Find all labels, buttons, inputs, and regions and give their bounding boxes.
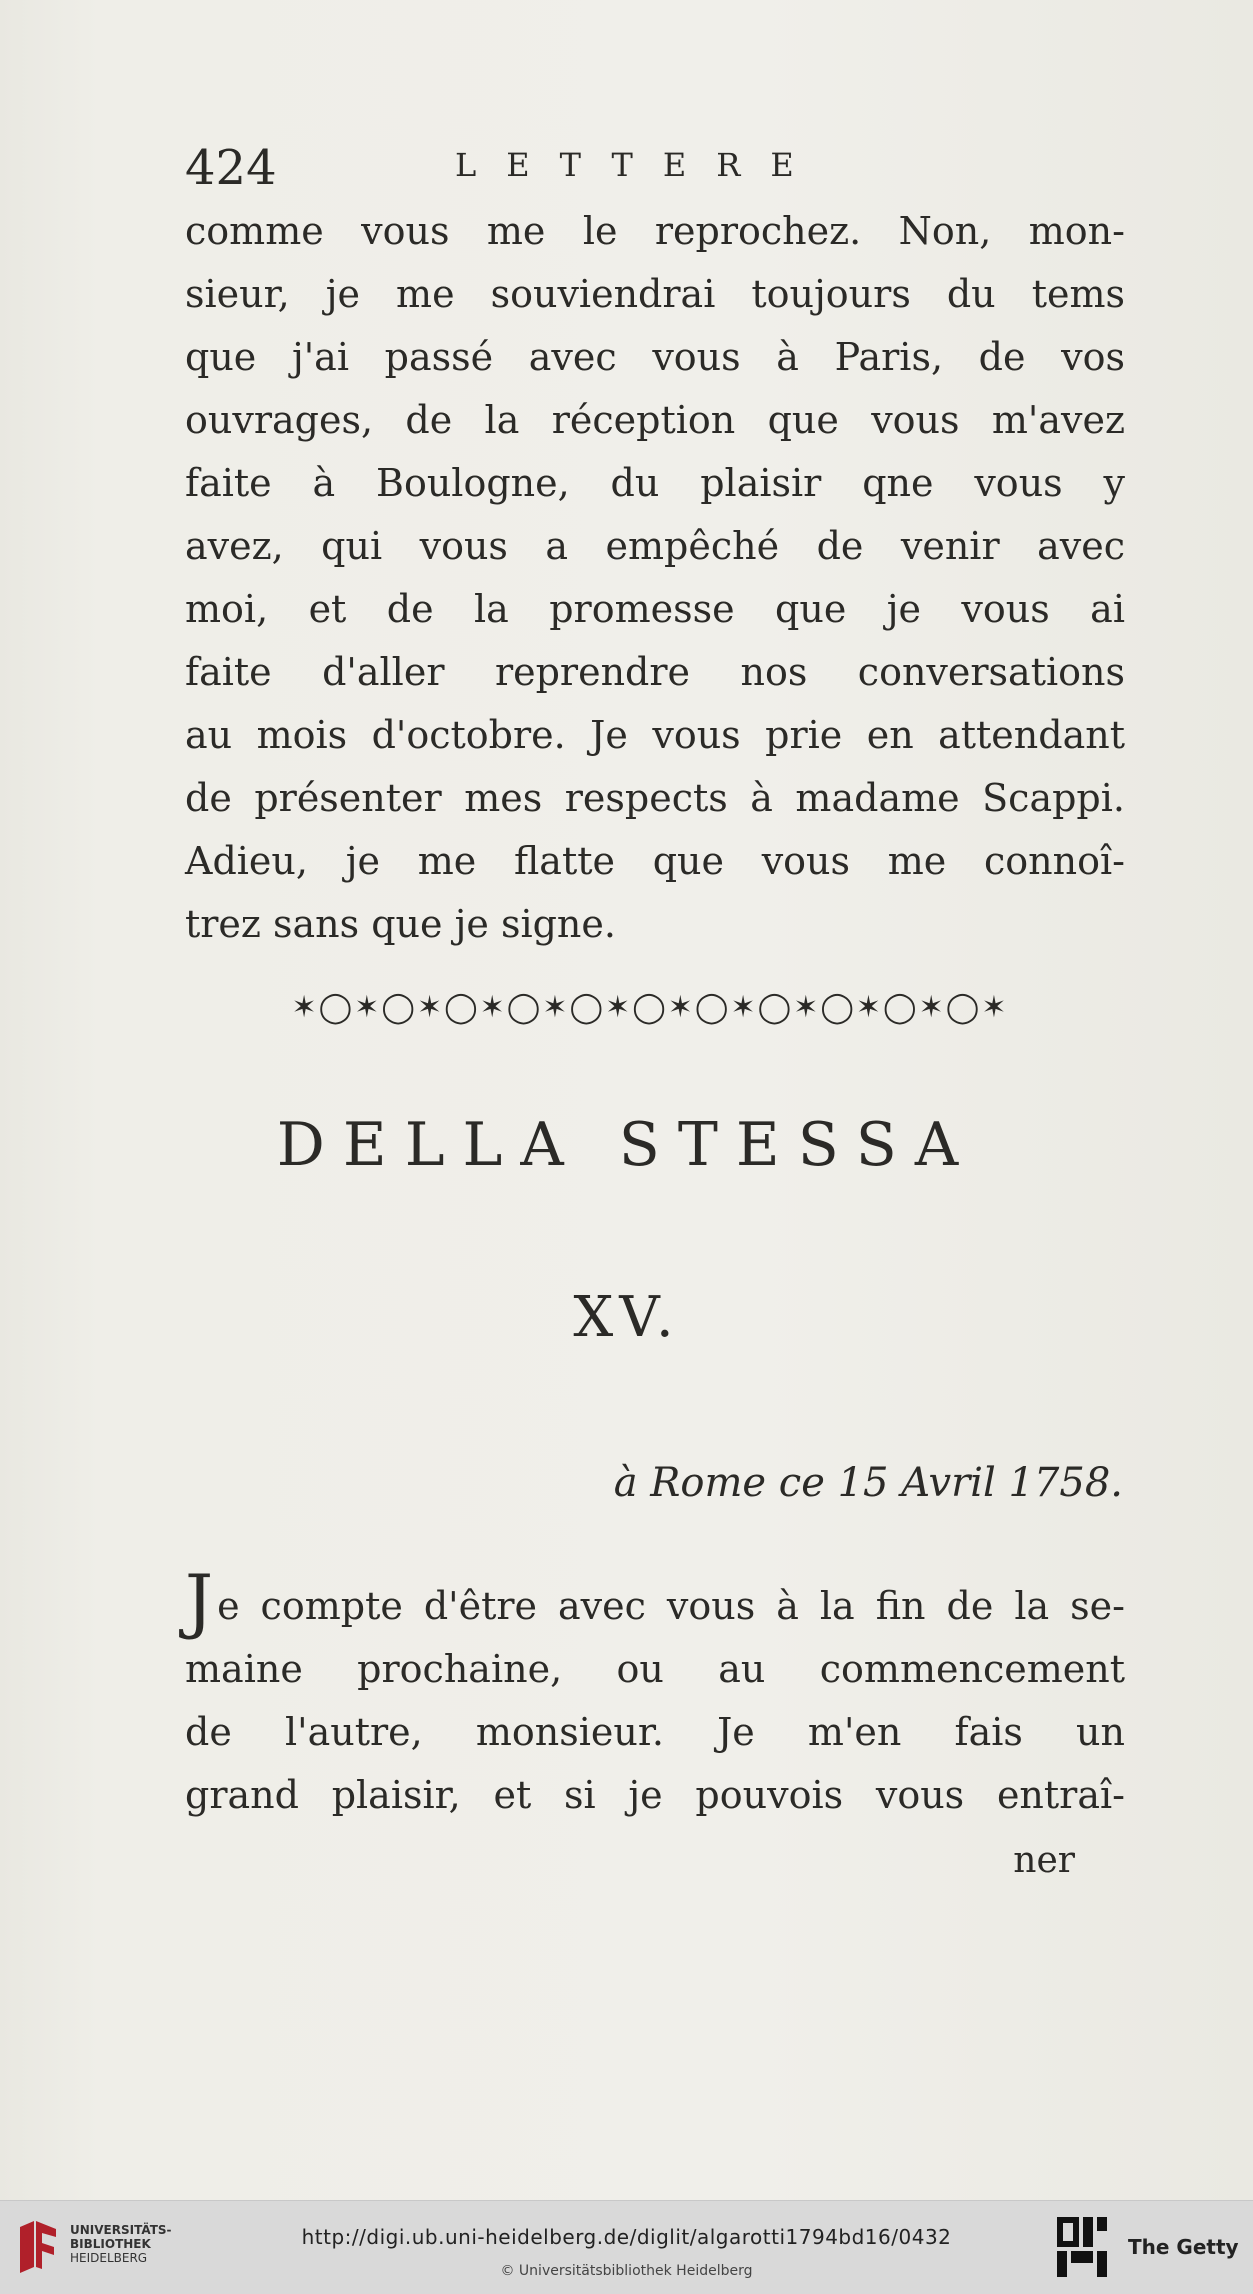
page-header: [185, 140, 1145, 196]
viewer-footer: [0, 2200, 1253, 2294]
catchword: ner: [1013, 1840, 1075, 1881]
text-line: sieur, je me souviendrai toujours du tems: [185, 272, 1125, 316]
text-line: comme vous me le reprochez. Non, mon-: [185, 209, 1125, 253]
institution-line: UNIVERSITÄTS-: [70, 2223, 172, 2237]
institution-line: BIBLIOTHEK: [70, 2237, 151, 2251]
drop-cap: J: [185, 1560, 214, 1642]
letter-body: [185, 1560, 1125, 1827]
permalink-url[interactable]: http://digi.ub.uni-heidelberg.de/diglit/algarotti1794bd16/0432: [301, 2225, 952, 2249]
previous-letter-text: [185, 200, 1125, 956]
ornamental-divider: ✶◯✶◯✶◯✶◯✶◯✶◯✶◯✶◯✶◯✶◯✶◯✶: [291, 990, 1009, 1025]
getty-logo-icon: [1055, 2215, 1109, 2279]
text-line: moi, et de la promesse que je vous ai: [185, 587, 1125, 631]
page-number: 424: [185, 140, 277, 196]
text-line: grand plaisir, et si je pouvois vous entraî-: [185, 1773, 1125, 1817]
text-line: au mois d'octobre. Je vous prie en attendant: [185, 713, 1125, 757]
running-head: LETTERE: [455, 146, 824, 184]
text-line: de l'autre, monsieur. Je m'en fais un: [185, 1710, 1125, 1754]
text-line: faite d'aller reprendre nos conversations: [185, 650, 1125, 694]
text-line: que j'ai passé avec vous à Paris, de vos: [185, 335, 1125, 379]
text-line: trez sans que je signe.: [185, 902, 616, 946]
text-line: ouvrages, de la réception que vous m'avez: [185, 398, 1125, 442]
partner-name: The Getty: [1128, 2235, 1239, 2259]
first-line-rest: e compte d'être avec vous à la fin de la se-: [217, 1584, 1125, 1628]
text-line: maine prochaine, ou au commencement: [185, 1647, 1125, 1691]
text-line: de présenter mes respects à madame Scappi.: [185, 776, 1125, 820]
copyright-notice: © Universitätsbibliothek Heidelberg: [500, 2263, 753, 2279]
text-line: avez, qui vous a empêché de venir avec: [185, 524, 1125, 568]
letter-dateline: à Rome ce 15 Avril 1758.: [613, 1460, 1123, 1506]
section-title: DELLA STESSA: [276, 1110, 977, 1180]
section-number: XV.: [573, 1285, 680, 1350]
first-line: [185, 1560, 1125, 1642]
text-line: faite à Boulogne, du plaisir qne vous y: [185, 461, 1125, 505]
institution-line: HEIDELBERG: [70, 2251, 148, 2265]
text-line: Adieu, je me flatte que vous me connoî-: [185, 839, 1125, 883]
